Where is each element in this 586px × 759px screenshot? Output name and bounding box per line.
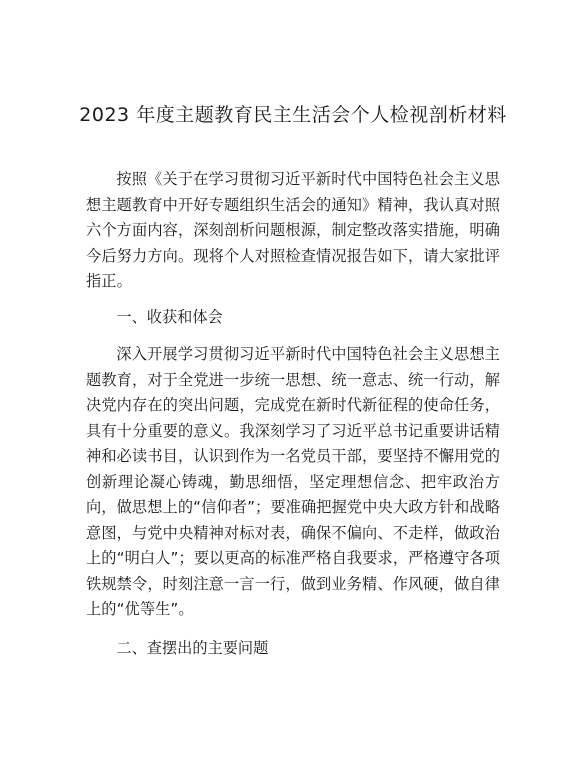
document-title: 2023 年度主题教育民主生活会个人检视剖析材料 [79,104,507,126]
section1-paragraph: 深入开展学习贯彻习近平新时代中国特色社会主义思想主题教育，对于全党进一步统一思想、统一意志、统一行动，解决党内存在的突出问题，完成党在新时代新征程的使命任务，具有十分重要的意义。我深刻学习了习近平总书记重要讲话精神和必读书目，认识到作为一名党员干部，要坚持不懈用党的创新理论凝心铸魂，勤思细悟，坚定理想信念、把牢政治方向，做思想上的“信仰者”；要准确把握党中央大政方针和战略意图，与党中央精神对标对表，确保不偏向、不走样，做政治上的“明白人”；要以更高的标准严格自我要求，严格遵守各项铁规禁令，时刻注意一言一行，做到业务精、作风硬，做自律上的“优等生”。 [86,345,500,618]
section-heading-1: 一、收获和体会 [116,308,223,326]
intro-paragraph: 按照《关于在学习贯彻习近平新时代中国特色社会主义思想主题教育中开好专题组织生活会的通知》精神，我认真对照六个方面内容，深刻剖析问题根源，制定整改落实措施，明确今后努力方向。现将个人对照检查情况报告如下，请大家批评指正。 [86,170,500,290]
section-heading-2: 二、查摆出的主要问题 [116,639,269,657]
